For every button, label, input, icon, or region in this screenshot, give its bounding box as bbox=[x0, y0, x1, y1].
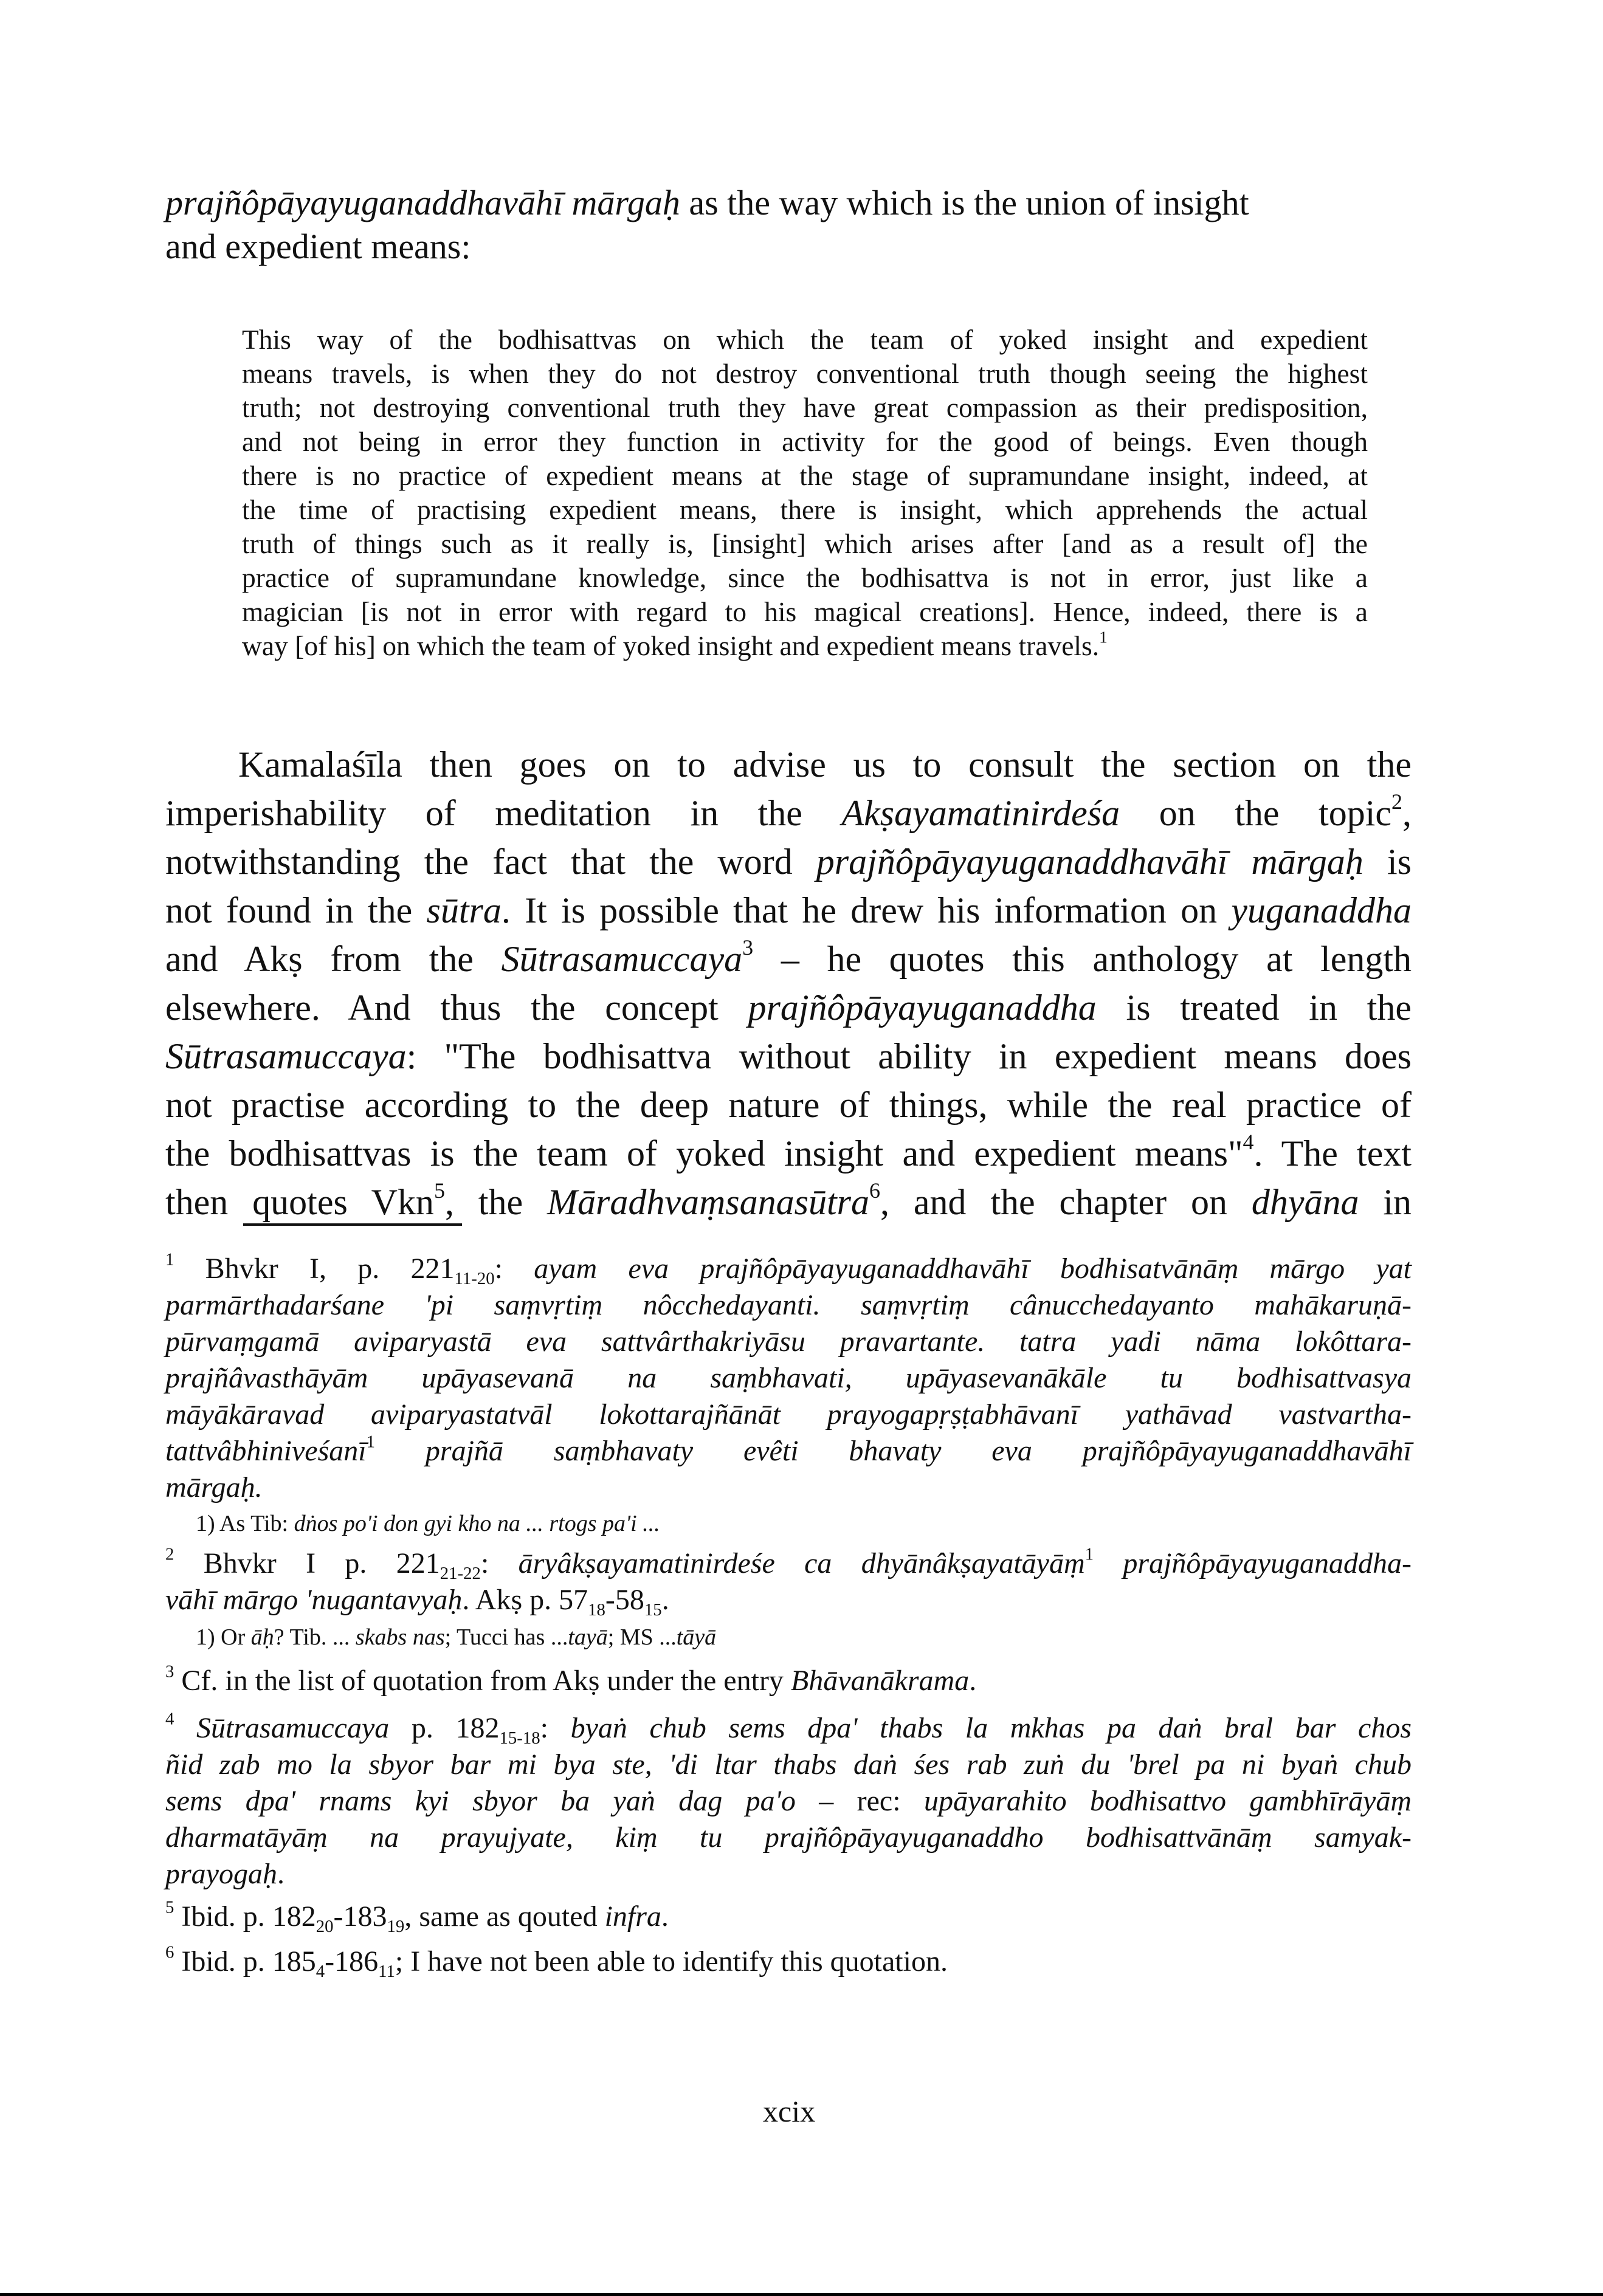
quote-line: means travels, is when they do not destroy conventional truth though seeing the highest bbox=[242, 358, 1368, 389]
sanskrit-text: prajñā saṃbhavaty evêti bhavaty eva prajñôpāyayuganaddhavāhī bbox=[425, 1435, 1412, 1467]
line-ref: 15-18 bbox=[499, 1728, 540, 1748]
sanskrit-text: āryâkṣayamatinirdeśe ca dhyānâkṣayatāyāṃ bbox=[518, 1547, 1085, 1579]
body-line bbox=[165, 987, 1412, 1029]
quote-line: practice of supramundane knowledge, since the bodhisattva is not in error, just like a bbox=[242, 562, 1368, 593]
text: ; Tucci has ... bbox=[444, 1624, 568, 1650]
text: – he quotes this anthology at length bbox=[753, 939, 1412, 979]
footnote-ref[interactable]: 6 bbox=[869, 1178, 880, 1203]
sanskrit-text: tattvâbhiniveśanī bbox=[165, 1435, 367, 1467]
body-line bbox=[165, 1178, 1412, 1223]
sanskrit-term: prajñôpāyayuganaddhavāhī mārgaḥ bbox=[816, 842, 1363, 882]
tibetan-text: dṅos po'i don gyi kho na ... rtogs pa'i ... bbox=[294, 1511, 660, 1536]
italic-text: tāyā bbox=[676, 1624, 717, 1650]
text: , bbox=[1402, 793, 1412, 833]
body-line: Kamalaśīla then goes on to advise us to consult the section on the bbox=[238, 744, 1412, 785]
text: 1) As Tib: bbox=[196, 1511, 294, 1536]
text: . It is possible that he drew his information on bbox=[501, 890, 1232, 930]
line-ref: 11 bbox=[378, 1962, 395, 1982]
footnote-1-subnote bbox=[196, 1510, 660, 1537]
footnote-number: 4 bbox=[165, 1709, 174, 1729]
text: , the bbox=[444, 1182, 547, 1222]
text: . Akṣ p. 57 bbox=[462, 1584, 588, 1616]
sanskrit-term: sūtra bbox=[426, 890, 502, 930]
subnote-ref: 1 bbox=[366, 1432, 376, 1452]
text: Bhvkr I, p. 221 bbox=[174, 1253, 455, 1285]
footnote-4-line bbox=[165, 1784, 1412, 1818]
footnote-number: 2 bbox=[165, 1544, 174, 1564]
footnote-4-line bbox=[165, 1857, 1412, 1891]
sanskrit-text: prajñôpāyayuganaddha- bbox=[1094, 1547, 1412, 1579]
intro-line-2: and expedient means: bbox=[165, 227, 471, 266]
text: . bbox=[661, 1584, 669, 1616]
quote-line: truth of things such as it really is, [insight] which arises after [and as a result of] the bbox=[242, 528, 1368, 559]
quote-line-text: way [of his] on which the team of yoked insight and expedient means travels. bbox=[242, 630, 1100, 661]
footnote-number: 1 bbox=[165, 1249, 174, 1270]
footnote-1-line bbox=[165, 1361, 1412, 1395]
title-italic: Akṣayamatinirdeśa bbox=[841, 793, 1120, 833]
tibetan-text: byaṅ chub sems dpa' thabs la mkhas pa daṅ bral bar chos bbox=[570, 1712, 1412, 1744]
sanskrit-term: prajñôpāyayuganaddha bbox=[748, 988, 1097, 1028]
line-ref: 15 bbox=[644, 1600, 662, 1620]
text: in bbox=[1359, 1182, 1412, 1222]
footnote-number: 5 bbox=[165, 1897, 174, 1917]
title-italic: Sūtrasamuccaya bbox=[501, 939, 743, 979]
title-italic: Sūtrasamuccaya bbox=[165, 1036, 407, 1076]
footnote-2-subnote bbox=[196, 1624, 716, 1651]
footnote-6 bbox=[165, 1942, 1412, 1982]
sanskrit-text: upāyarahito bodhisattvo gambhīrāyāṃ bbox=[923, 1785, 1412, 1817]
line-ref: 21-22 bbox=[440, 1564, 481, 1584]
sanskrit-text: ayam eva prajñôpāyayuganaddhavāhī bodhisatvānāṃ mārgo yat bbox=[534, 1253, 1412, 1285]
footnote-5 bbox=[165, 1897, 1412, 1937]
text: imperishability of meditation in the bbox=[165, 793, 842, 833]
footnote-1-line bbox=[165, 1434, 1412, 1468]
footnote-ref[interactable]: 5 bbox=[433, 1178, 445, 1203]
intro-line-1 bbox=[165, 182, 1249, 223]
text: Cf. in the list of quotation from Akṣ under the entry bbox=[181, 1665, 791, 1697]
footnote-ref[interactable]: 4 bbox=[1243, 1130, 1254, 1154]
body-line bbox=[165, 841, 1412, 883]
text: . bbox=[969, 1665, 977, 1697]
italic-text: skabs nas bbox=[355, 1624, 445, 1650]
text: : bbox=[540, 1712, 571, 1744]
body-line bbox=[165, 1036, 1412, 1078]
text: p. 182 bbox=[389, 1712, 500, 1744]
quote-line-text: This way of the bodhisattvas on which the team of yoked insight and expedient bbox=[242, 324, 1368, 355]
text: the bodhisattvas is the team of yoked insight and expedient means" bbox=[165, 1133, 1243, 1174]
footnote-4-line bbox=[165, 1821, 1412, 1854]
text: Ibid. p. 182 bbox=[174, 1900, 316, 1933]
sanskrit-text: prayogaḥ bbox=[165, 1858, 277, 1890]
footnote-ref[interactable]: 1 bbox=[1099, 628, 1108, 647]
italic-text: āḥ bbox=[250, 1624, 274, 1650]
footnote-number: 3 bbox=[165, 1662, 174, 1682]
quote-line: and not being in error they function in activity for the good of beings. Even though bbox=[242, 426, 1368, 457]
footnote-1-line bbox=[165, 1471, 1412, 1504]
footnote-4 bbox=[165, 1709, 1412, 1748]
italic-text: infra bbox=[604, 1900, 661, 1933]
text: not found in the bbox=[165, 890, 427, 930]
footnote-1-line bbox=[165, 1288, 1412, 1322]
text: , same as qouted bbox=[404, 1900, 605, 1933]
scan-edge bbox=[0, 2293, 1603, 2296]
text: on the topic bbox=[1120, 793, 1392, 833]
footnote-ref[interactable]: 2 bbox=[1391, 789, 1403, 814]
text: : bbox=[494, 1253, 534, 1285]
intro-text: as the way which is the union of insight bbox=[680, 183, 1249, 222]
footnote-1-line bbox=[165, 1325, 1412, 1358]
subnote-ref: 1 bbox=[1084, 1544, 1094, 1564]
text: -186 bbox=[325, 1945, 379, 1978]
text: : bbox=[480, 1547, 519, 1579]
sanskrit-text: vāhī mārgo 'nugantavyaḥ bbox=[165, 1584, 463, 1616]
footnote-ref[interactable]: 3 bbox=[742, 935, 754, 960]
line-ref: 4 bbox=[315, 1962, 325, 1982]
line-ref: 11-20 bbox=[454, 1269, 495, 1289]
text: Bhvkr I p. 221 bbox=[174, 1547, 440, 1579]
text: . The text bbox=[1253, 1133, 1412, 1174]
body-line bbox=[165, 1130, 1412, 1175]
footnote-3 bbox=[165, 1664, 1412, 1697]
text: – rec: bbox=[795, 1785, 924, 1817]
quote-line: truth; not destroying conventional truth they have great compassion as their predisposition, bbox=[242, 392, 1368, 423]
text: 1) Or bbox=[196, 1624, 251, 1650]
footnote-1-line bbox=[165, 1398, 1412, 1431]
sanskrit-term: yuganaddha bbox=[1231, 890, 1412, 930]
text: . bbox=[277, 1858, 284, 1890]
line-ref: 19 bbox=[387, 1917, 405, 1937]
text: Ibid. p. 185 bbox=[174, 1945, 316, 1978]
text: -183 bbox=[333, 1900, 387, 1933]
title-italic: Bhāvanākrama bbox=[790, 1665, 970, 1697]
text: elsewhere. And thus the concept bbox=[165, 988, 748, 1028]
text: is bbox=[1363, 842, 1412, 882]
text: is treated in the bbox=[1096, 988, 1412, 1028]
sanskrit-text: pūrvaṃgamā aviparyastā eva sattvârthakriyāsu pravartante. tatra yadi nāma lokôttara- bbox=[165, 1325, 1412, 1358]
sanskrit-text: mārgaḥ. bbox=[165, 1471, 263, 1504]
sanskrit-term: dhyāna bbox=[1251, 1182, 1359, 1222]
footnote-2-line bbox=[165, 1583, 1412, 1620]
text: ; MS ... bbox=[607, 1624, 677, 1650]
tibetan-text: ñid zab mo la sbyor bar mi bya ste, 'di ltar thabs daṅ śes rab zuṅ du 'brel pa ni byaṅ chub bbox=[165, 1748, 1412, 1781]
title-italic: Māradhvaṃsanasūtra bbox=[546, 1182, 869, 1222]
footnote-number: 6 bbox=[165, 1942, 174, 1962]
body-line: not practise according to the deep nature of things, while the real practice of bbox=[165, 1085, 1412, 1125]
page-number: xcix bbox=[763, 2094, 816, 2128]
sanskrit-term: prajñôpāyayuganaddhavāhī mārgaḥ bbox=[165, 183, 680, 222]
text: : "The bodhisattva without ability in expedient means does bbox=[406, 1036, 1412, 1076]
sanskrit-text: dharmatāyāṃ na prayujyate, kiṃ tu prajñôpāyayuganaddho bodhisattvānāṃ samyak- bbox=[165, 1821, 1412, 1854]
footnote-separator bbox=[243, 1223, 462, 1226]
sanskrit-text: parmārthadarśane 'pi saṃvṛtiṃ nôcchedayanti. saṃvṛtiṃ cânucchedayanto mahākaruṇā- bbox=[165, 1289, 1412, 1321]
quote-line bbox=[242, 323, 1368, 356]
title-italic: Sūtrasamuccaya bbox=[196, 1712, 390, 1744]
footnote-2 bbox=[165, 1544, 1412, 1584]
text: notwithstanding the fact that the word bbox=[165, 842, 816, 882]
quote-line-last bbox=[242, 630, 1368, 662]
sanskrit-text: māyākāravad aviparyastatvāl lokottarajñānāt prayogapṛṣṭabhāvanī yathāvad vastvartha- bbox=[165, 1398, 1412, 1431]
quote-line: the time of practising expedient means, there is insight, which apprehends the actual bbox=[242, 494, 1368, 525]
sanskrit-text: prajñâvasthāyām upāyasevanā na saṃbhavati, upāyasevanākāle tu bodhisattvasya bbox=[165, 1362, 1412, 1394]
line-ref: 20 bbox=[315, 1917, 334, 1937]
footnote-1 bbox=[165, 1249, 1412, 1289]
line-ref: 18 bbox=[588, 1600, 605, 1620]
text: . bbox=[661, 1900, 669, 1933]
text: and Akṣ from the bbox=[165, 939, 502, 979]
body-line bbox=[165, 789, 1412, 834]
footnote-4-line bbox=[165, 1748, 1412, 1781]
text: then quotes Vkn bbox=[165, 1182, 434, 1222]
quote-line: magician [is not in error with regard to his magical creations]. Hence, indeed, there is a bbox=[242, 596, 1368, 627]
quote-line: there is no practice of expedient means at the stage of supramundane insight, indeed, at bbox=[242, 460, 1368, 491]
body-line bbox=[165, 935, 1412, 980]
tibetan-text: sems dpa' rnams kyi sbyor ba yaṅ dag pa'o bbox=[165, 1785, 796, 1817]
italic-text: tayā bbox=[568, 1624, 608, 1650]
body-line bbox=[165, 890, 1412, 932]
text: -58 bbox=[605, 1584, 644, 1616]
text: ; I have not been able to identify this quotation. bbox=[395, 1945, 948, 1978]
text: ? Tib. ... bbox=[274, 1624, 356, 1650]
text: , and the chapter on bbox=[880, 1182, 1252, 1222]
